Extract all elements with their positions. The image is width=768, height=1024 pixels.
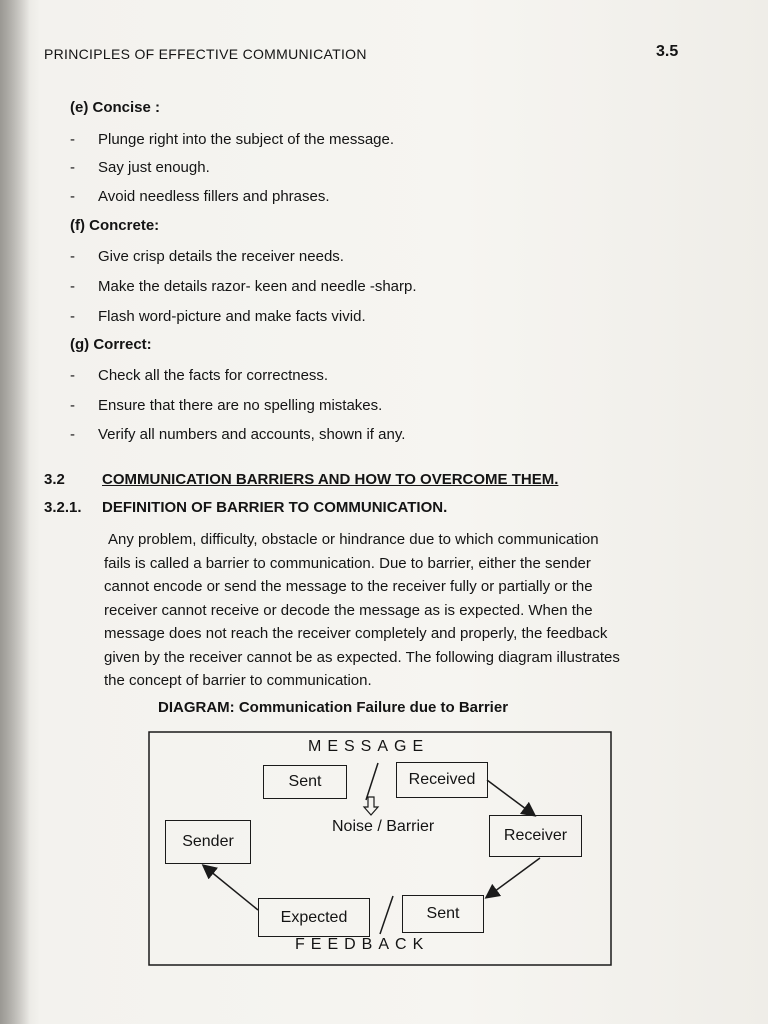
expected-box: Expected xyxy=(258,898,370,937)
list-item-text: Give crisp details the receiver needs. xyxy=(98,248,344,265)
arrow-expected-to-sender xyxy=(204,866,258,910)
list-item-text: Say just enough. xyxy=(98,159,210,176)
bullet-dash: - xyxy=(70,397,75,414)
barrier-slash-bottom xyxy=(380,896,393,934)
list-item-text: Verify all numbers and accounts, shown if any. xyxy=(98,426,406,443)
bullet-dash: - xyxy=(70,131,75,148)
paragraph-line: receiver cannot receive or decode the message as is expected. When the xyxy=(104,601,593,619)
sent-top-box: Sent xyxy=(263,765,347,799)
bullet-dash: - xyxy=(70,188,75,205)
paragraph-line: fails is called a barrier to communication. Due to barrier, either the sender xyxy=(104,554,591,572)
paragraph-line: cannot encode or send the message to the receiver fully or partially or the xyxy=(104,578,593,595)
paragraph-line: Any problem, difficulty, obstacle or hindrance due to which communication xyxy=(108,531,599,548)
list-item-text: Avoid needless fillers and phrases. xyxy=(98,188,330,205)
section-title: DEFINITION OF BARRIER TO COMMUNICATION. xyxy=(102,499,448,516)
feedback-label: FEEDBACK xyxy=(295,936,430,953)
receiver-box: Receiver xyxy=(489,815,582,857)
paragraph-line: given by the receiver cannot be as expected. The following diagram illustrates xyxy=(104,648,620,666)
paragraph-line: the concept of barrier to communication. xyxy=(104,672,372,689)
correct-heading: (g) Correct: xyxy=(70,336,152,353)
barrier-slash-top xyxy=(366,763,378,800)
arrow-receiver-to-sent xyxy=(487,858,540,897)
arrow-received-to-receiver xyxy=(487,780,534,815)
sender-box: Sender xyxy=(165,820,251,864)
noise-barrier-label: Noise / Barrier xyxy=(332,818,435,835)
section-number: 3.2.1. xyxy=(44,499,82,516)
bullet-dash: - xyxy=(70,308,75,325)
list-item-text: Flash word-picture and make facts vivid. xyxy=(98,308,366,325)
list-item-text: Ensure that there are no spelling mistakes. xyxy=(98,397,383,414)
concise-heading: (e) Concise : xyxy=(70,99,161,116)
list-item-text: Plunge right into the subject of the message. xyxy=(98,131,395,148)
section-number: 3.2 xyxy=(44,471,65,488)
list-item-text: Make the details razor- keen and needle -sharp. xyxy=(98,278,417,295)
received-box: Received xyxy=(396,762,488,798)
paragraph-line: message does not reach the receiver completely and properly, the feedback xyxy=(104,625,608,642)
bullet-dash: - xyxy=(70,278,75,295)
page-number: 3.5 xyxy=(656,43,679,60)
bullet-dash: - xyxy=(70,426,75,443)
message-label: MESSAGE xyxy=(308,738,430,755)
bullet-dash: - xyxy=(70,367,75,384)
bullet-dash: - xyxy=(70,159,75,176)
concrete-heading: (f) Concrete: xyxy=(70,217,160,234)
diagram-caption: DIAGRAM: Communication Failure due to Barrier xyxy=(158,699,509,716)
section-title: COMMUNICATION BARRIERS AND HOW TO OVERCOME THEM. xyxy=(102,471,559,488)
running-header: PRINCIPLES OF EFFECTIVE COMMUNICATION xyxy=(44,46,367,62)
bullet-dash: - xyxy=(70,248,75,265)
list-item-text: Check all the facts for correctness. xyxy=(98,367,329,384)
sent-bottom-box: Sent xyxy=(402,895,484,933)
